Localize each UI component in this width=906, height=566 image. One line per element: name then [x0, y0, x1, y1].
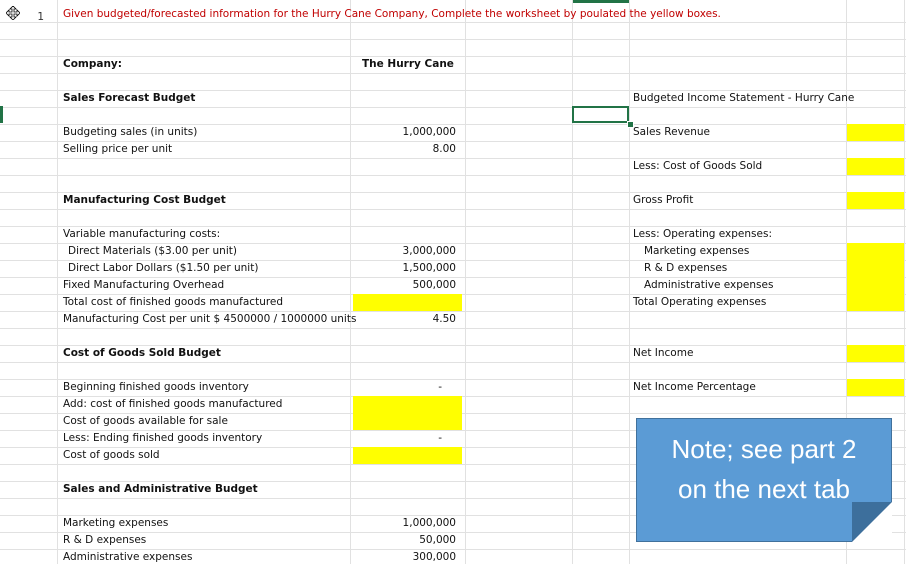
goods-available-label: Cost of goods available for sale [63, 415, 228, 427]
sales-admin-heading: Sales and Administrative Budget [63, 483, 258, 495]
net-income-pct-input-cell[interactable] [847, 379, 904, 396]
rd-expenses-label: R & D expenses [63, 534, 147, 546]
note-line-1: Note; see part 2 [671, 434, 857, 464]
selling-price-label: Selling price per unit [63, 143, 173, 155]
company-label: Company: [63, 58, 122, 70]
beginning-inventory-value[interactable]: - [438, 381, 442, 393]
admin-expenses-value[interactable]: 300,000 [412, 551, 456, 563]
move-cursor-icon [6, 6, 20, 26]
ending-inventory-label: Less: Ending finished goods inventory [63, 432, 263, 444]
marketing-expenses-value[interactable]: 1,000,000 [402, 517, 456, 529]
cost-per-unit-value[interactable]: 4.50 [432, 313, 456, 325]
instruction-text: Given budgeted/forecasted information for the Hurry Cane Company, Complete the worksheet by poulated the yellow boxes. [63, 8, 721, 20]
ending-inventory-value[interactable]: - [438, 432, 442, 444]
net-income-label: Net Income [633, 347, 694, 359]
fixed-overhead-label: Fixed Manufacturing Overhead [63, 279, 225, 291]
less-cogs-label: Less: Cost of Goods Sold [633, 160, 763, 172]
note-line-2: on the next tab [677, 474, 851, 504]
note-callout[interactable] [636, 418, 892, 542]
sales-revenue-input-cell[interactable] [847, 124, 904, 141]
goods-available-value[interactable] [350, 413, 456, 430]
marketing-expenses-label: Marketing expenses [63, 517, 169, 529]
direct-labor-label: Direct Labor Dollars ($1.50 per unit) [68, 262, 259, 274]
rd-expenses-value[interactable]: 50,000 [419, 534, 456, 546]
gross-profit-label: Gross Profit [633, 194, 694, 206]
direct-materials-label: Direct Materials ($3.00 per unit) [68, 245, 237, 257]
fixed-overhead-value[interactable]: 500,000 [412, 279, 456, 291]
gross-profit-input-cell[interactable] [847, 192, 904, 209]
sales-revenue-label: Sales Revenue [633, 126, 711, 138]
admin-expenses-label: Administrative expenses [63, 551, 193, 563]
less-operating-label: Less: Operating expenses: [633, 228, 772, 240]
selling-price-value[interactable]: 8.00 [432, 143, 456, 155]
active-row-indicator [0, 106, 3, 123]
beginning-inventory-label: Beginning finished goods inventory [63, 381, 249, 393]
is-admin-label: Administrative expenses [644, 279, 774, 291]
cost-of-goods-sold-label: Cost of goods sold [63, 449, 160, 461]
total-cost-label: Total cost of finished goods manufactured [63, 296, 284, 308]
add-cost-manufactured-label: Add: cost of finished goods manufactured [63, 398, 283, 410]
row-header-1[interactable] [0, 6, 52, 23]
direct-materials-value[interactable]: 3,000,000 [402, 245, 456, 257]
budgeting-sales-label: Budgeting sales (in units) [63, 126, 198, 138]
cost-per-unit-label: Manufacturing Cost per unit $ 4500000 / 1000000 units [63, 313, 357, 325]
sales-forecast-heading: Sales Forecast Budget [63, 92, 196, 104]
total-cost-value[interactable] [350, 294, 456, 311]
net-income-input-cell[interactable] [847, 345, 904, 362]
active-cell-selection[interactable] [572, 106, 629, 123]
company-name: The Hurry Cane [362, 58, 454, 70]
add-cost-manufactured-value[interactable] [350, 396, 456, 413]
cogs-heading: Cost of Goods Sold Budget [63, 347, 221, 359]
folded-corner [852, 502, 892, 542]
less-cogs-input-cell[interactable] [847, 158, 904, 175]
total-operating-label: Total Operating expenses [633, 296, 767, 308]
cost-of-goods-sold-value[interactable] [350, 447, 456, 464]
operating-expenses-input-cells[interactable] [847, 243, 904, 311]
manufacturing-heading: Manufacturing Cost Budget [63, 194, 226, 206]
budgeting-sales-value[interactable]: 1,000,000 [402, 126, 456, 138]
net-income-pct-label: Net Income Percentage [633, 381, 756, 393]
is-rd-label: R & D expenses [644, 262, 728, 274]
is-marketing-label: Marketing expenses [644, 245, 750, 257]
row-number: 1 [37, 11, 45, 23]
income-statement-title: Budgeted Income Statement - Hurry Cane [633, 92, 855, 104]
direct-labor-value[interactable]: 1,500,000 [402, 262, 456, 274]
variable-costs-label: Variable manufacturing costs: [63, 228, 221, 240]
